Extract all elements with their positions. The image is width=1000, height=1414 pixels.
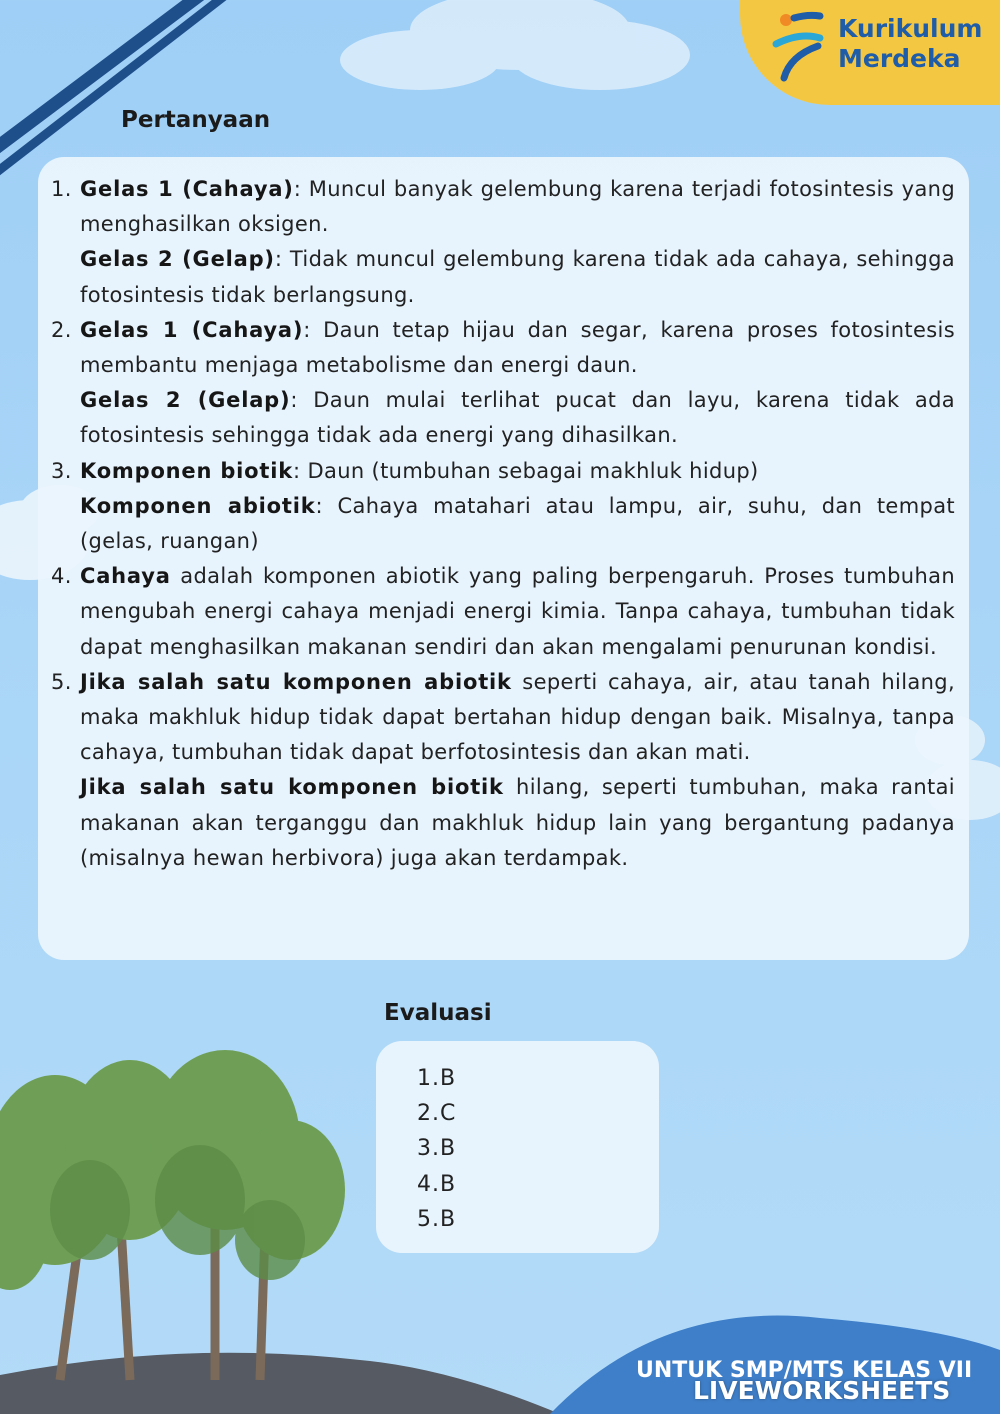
paragraph-text: adalah komponen abiotik yang paling berpengaruh. Proses tumbuhan mengubah energi cahaya menjadi energi kimia. Tanpa cahaya, tumbuhan tidak dapat menghasilkan makanan sendiri dan akan mengalami penurunan kondisi.	[80, 564, 955, 659]
paragraph-text: seperti cahaya, air, atau tanah hilang, maka makhluk hidup tidak dapat bertahan hidup dengan baik. Misalnya, tanpa cahaya, tumbuhan tidak dapat berfotosintesis dan akan mati.	[80, 669, 955, 765]
liveworksheets-watermark: LIVEWORKSHEETS	[693, 1376, 951, 1405]
brand-line-2: Merdeka	[838, 44, 961, 73]
paragraph-bold: Jika salah satu komponen abiotik	[80, 669, 512, 694]
evaluation-answer: C	[440, 1101, 457, 1127]
answer-item	[51, 313, 956, 454]
kurikulum-merdeka-logo-icon	[770, 6, 830, 86]
item-number: 1.	[51, 177, 72, 201]
questions-title: Pertanyaan	[121, 107, 271, 133]
item-number: 5.	[417, 1206, 440, 1232]
answer-item	[51, 172, 955, 313]
paragraph-text: : Tidak muncul gelembung karena tidak ada cahaya, sehingga fotosintesis tidak berlangsung.	[80, 247, 955, 307]
paragraph-text: : Daun tetap hijau dan segar, karena proses fotosintesis membantu menjaga metabolisme dan energi daun.	[80, 317, 956, 378]
answer-paragraph	[80, 770, 955, 876]
paragraph-bold: Gelas 2 (Gelap)	[80, 388, 291, 413]
paragraph-bold: Komponen biotik	[80, 458, 293, 483]
paragraph-text: : Muncul banyak gelembung karena terjadi fotosintesis yang menghasilkan oksigen.	[80, 177, 955, 237]
paragraph-bold: Gelas 1 (Cahaya)	[80, 317, 304, 342]
evaluation-list	[417, 1061, 456, 1237]
item-number: 1.	[417, 1066, 440, 1091]
answer-paragraph	[80, 383, 955, 453]
dark-hill	[0, 1353, 560, 1414]
footer-label: UNTUK SMP/MTS KELAS VII	[636, 1358, 973, 1383]
answer-paragraph	[80, 313, 955, 383]
item-number: 5.	[51, 669, 72, 694]
answer-item	[51, 665, 955, 876]
paragraph-bold: Cahaya	[80, 564, 171, 589]
tree-illustration	[0, 1050, 345, 1380]
paragraph-bold: Komponen abiotik	[80, 493, 316, 518]
evaluation-item	[417, 1061, 456, 1096]
paragraph-text: : Daun (tumbuhan sebagai makhluk hidup)	[293, 458, 759, 483]
answer-item	[51, 559, 955, 665]
answer-paragraph	[80, 559, 955, 665]
evaluation-answer: B	[440, 1171, 457, 1197]
cloud-decoration	[340, 0, 690, 90]
item-number: 4.	[51, 564, 72, 589]
item-number: 4.	[417, 1171, 440, 1197]
evaluation-answer: B	[440, 1066, 457, 1091]
evaluation-item	[417, 1131, 456, 1166]
answer-paragraph	[80, 665, 955, 771]
evaluation-answer: B	[440, 1136, 457, 1162]
answers-list	[51, 172, 956, 876]
paragraph-bold: Jika salah satu komponen biotik	[80, 775, 504, 800]
answer-paragraph	[80, 172, 955, 242]
evaluation-title: Evaluasi	[384, 1000, 492, 1026]
item-number: 2.	[51, 317, 72, 342]
paragraph-text: : Cahaya matahari atau lampu, air, suhu, dan tempat (gelas, ruangan)	[80, 493, 955, 554]
paragraph-text: hilang, seperti tumbuhan, maka rantai makanan akan terganggu dan makhluk hidup lain yang bergantung padanya (misalnya hewan herbivora) juga akan terdampak.	[80, 775, 955, 870]
paragraph-text: : Daun mulai terlihat pucat dan layu, karena tidak ada fotosintesis sehingga tidak ada energi yang dihasilkan.	[80, 388, 955, 448]
evaluation-answer: B	[440, 1206, 457, 1232]
paragraph-bold: Gelas 2 (Gelap)	[80, 247, 275, 272]
item-number: 2.	[417, 1101, 440, 1127]
brand-name	[838, 14, 982, 74]
answer-item	[51, 454, 955, 560]
item-number: 3.	[51, 458, 72, 483]
evaluation-item	[417, 1167, 456, 1202]
answer-paragraph	[80, 242, 955, 312]
evaluation-item	[417, 1096, 456, 1131]
item-number: 3.	[417, 1136, 440, 1162]
brand-line-1: Kurikulum	[838, 14, 983, 43]
evaluation-item	[417, 1202, 456, 1237]
answer-paragraph	[80, 454, 955, 489]
answer-paragraph	[80, 489, 955, 559]
paragraph-bold: Gelas 1 (Cahaya)	[80, 177, 294, 201]
